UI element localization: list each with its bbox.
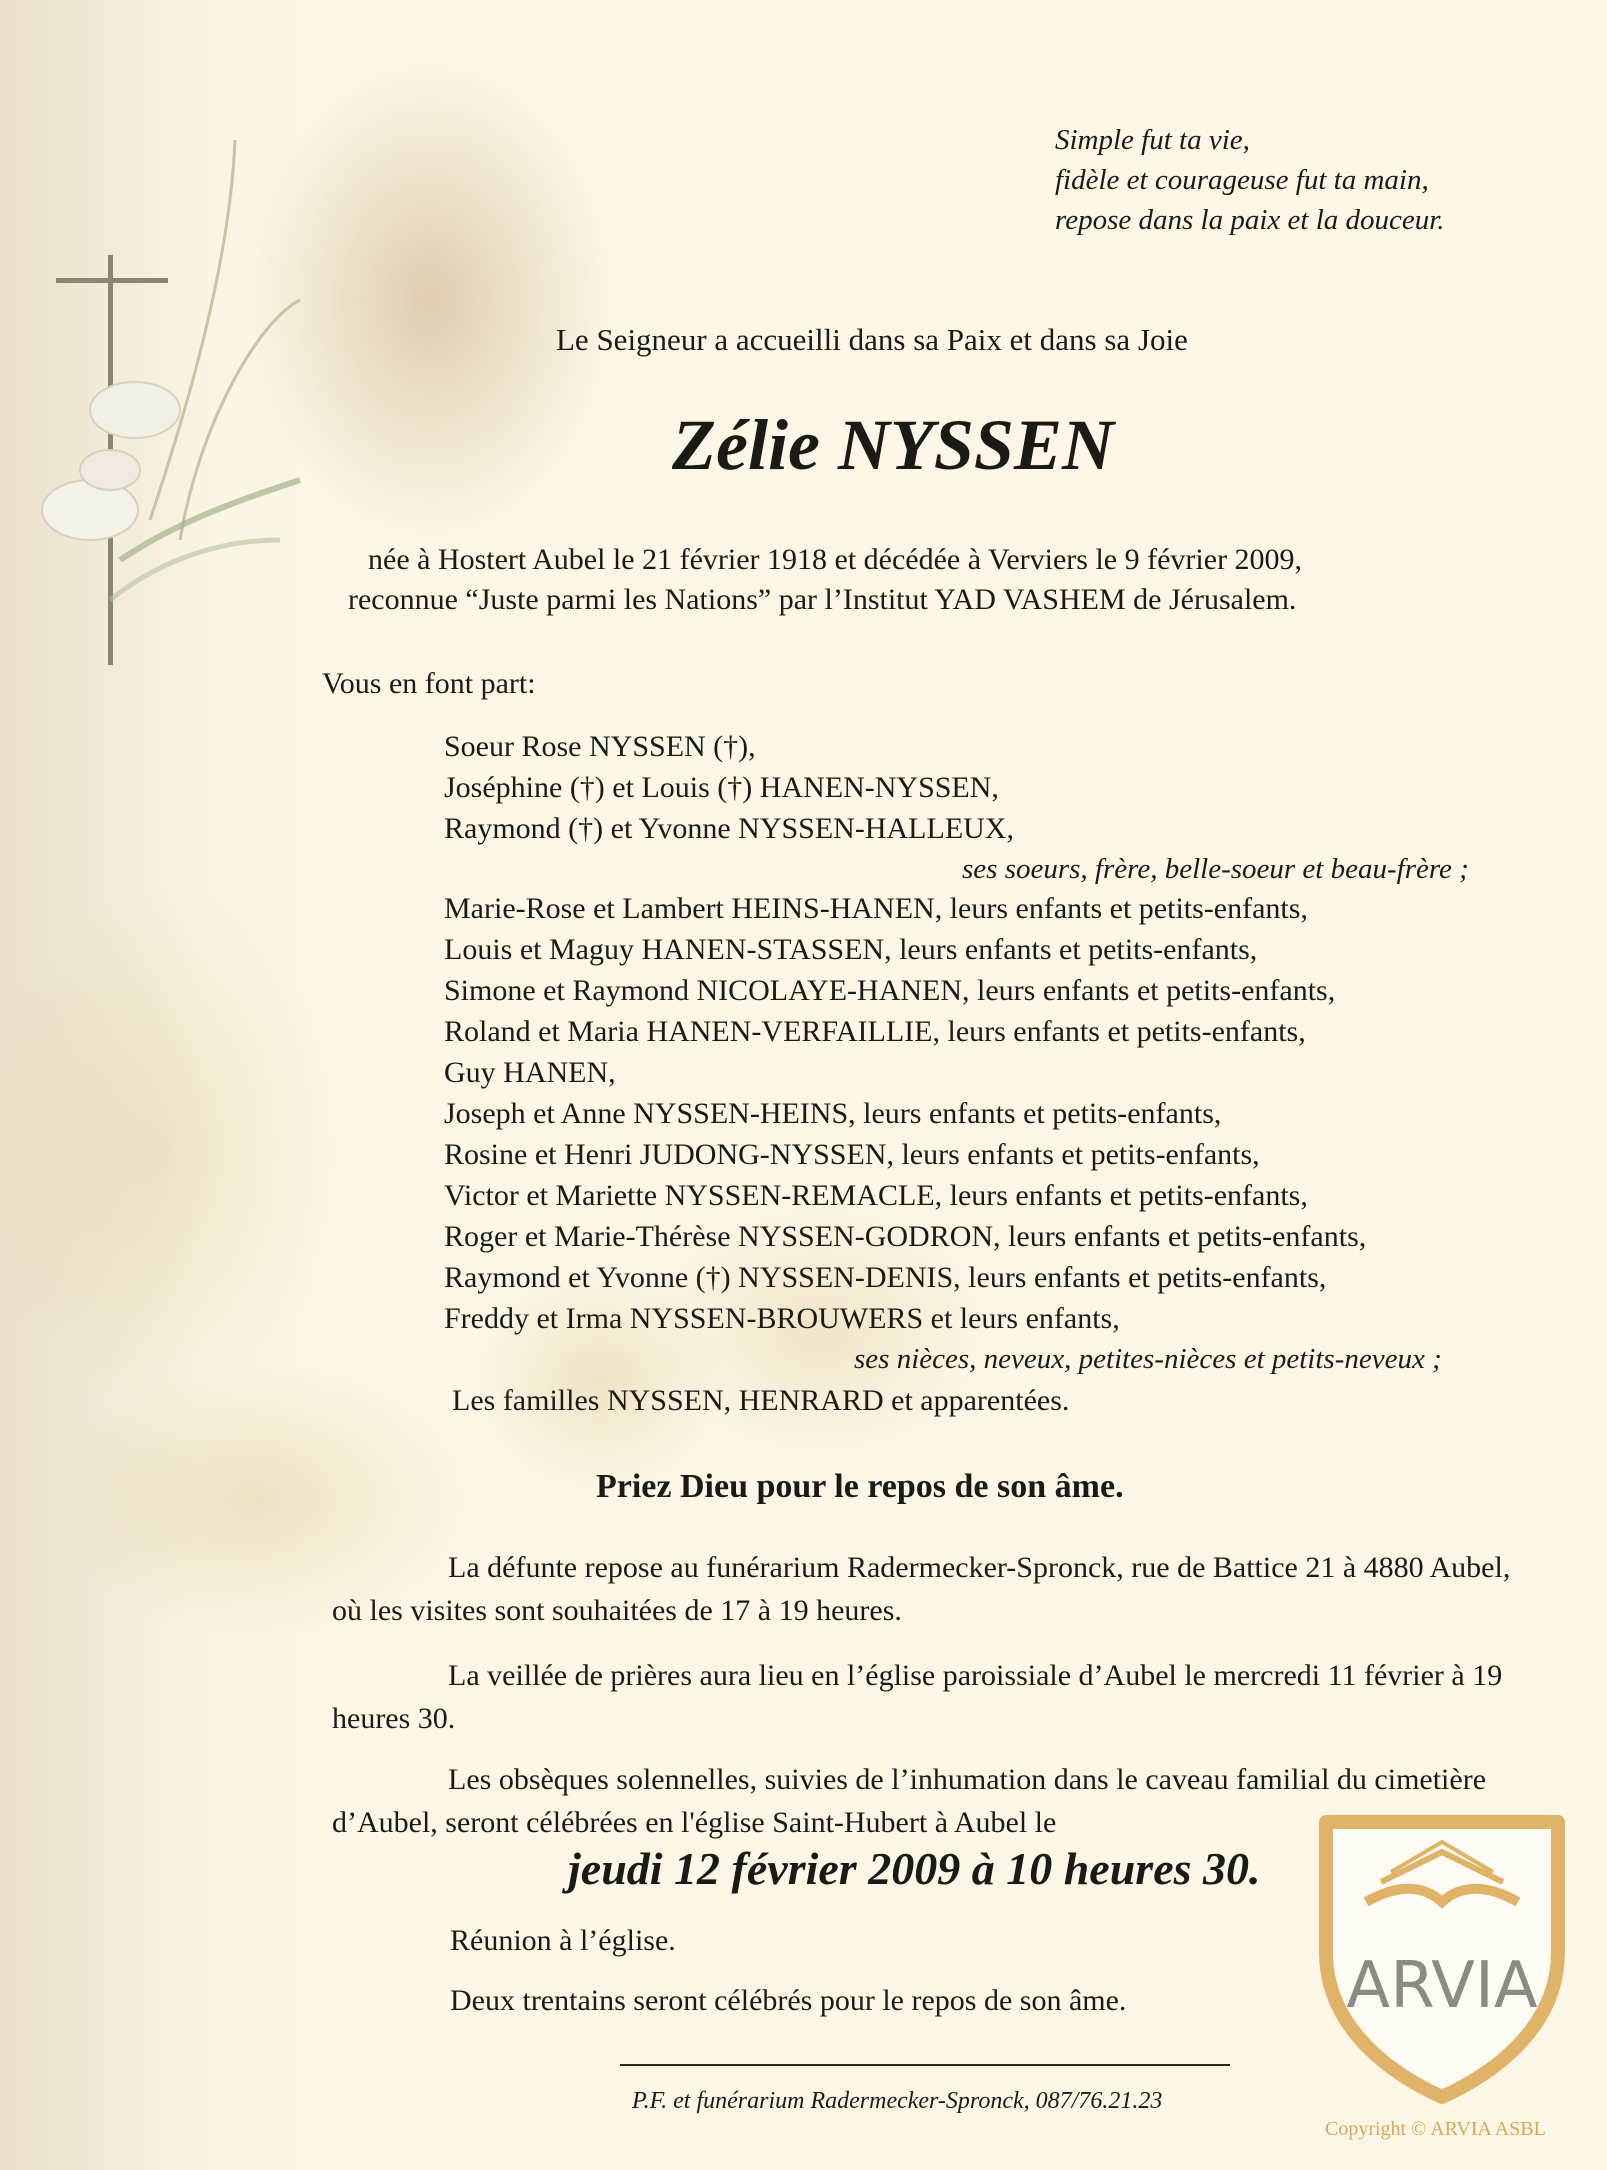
family-line: Rosine et Henri JUDONG-NYSSEN, leurs enfants et petits-enfants, (444, 1138, 1260, 1171)
paragraph-text: La défunte repose au funérarium Radermecker-Spronck, rue de Battice 21 à 4880 Aubel, où les visites sont souhaitées de 17 à 19 heures. (332, 1551, 1511, 1627)
family-line: Victor et Mariette NYSSEN-REMACLE, leurs enfants et petits-enfants, (444, 1179, 1308, 1212)
paragraph-text: La veillée de prières aura lieu en l’église paroissiale d’Aubel le mercredi 11 février à 19 heures 30. (332, 1659, 1503, 1735)
reunion-text: Réunion à l’église. (450, 1924, 676, 1957)
family-line: Roger et Marie-Thérèse NYSSEN-GODRON, leurs enfants et petits-enfants, (444, 1220, 1367, 1253)
paragraph-veillee (332, 1654, 1528, 1740)
deceased-name: Zélie NYSSEN (672, 405, 1114, 485)
footer-divider (620, 2064, 1230, 2066)
paragraph-text: Les obsèques solennelles, suivies de l’inhumation dans le caveau familial du cimetière d’Aubel, seront célébrées en l'église Saint-Hubert à Aubel le (332, 1763, 1487, 1839)
family-line: Roland et Maria HANEN-VERFAILLIE, leurs enfants et petits-enfants, (444, 1015, 1306, 1048)
family-line: Joséphine (†) et Louis (†) HANEN-NYSSEN, (444, 771, 999, 804)
poem-line: Simple fut ta vie, (1055, 124, 1250, 156)
family-line: Simone et Raymond NICOLAYE-HANEN, leurs enfants et petits-enfants, (444, 974, 1336, 1007)
footer-text: P.F. et funérarium Radermecker-Spronck, 087/76.21.23 (632, 2088, 1163, 2114)
trentains-text: Deux trentains seront célébrés pour le repos de son âme. (450, 1984, 1127, 2017)
family-line: Raymond (†) et Yvonne NYSSEN-HALLEUX, (444, 812, 1014, 845)
family-line: Guy HANEN, (444, 1056, 616, 1089)
logo-text: ARVIA (1346, 1949, 1538, 2023)
arvia-logo (1306, 1802, 1578, 2104)
cross-lily-decoration (0, 0, 340, 700)
family-line: Marie-Rose et Lambert HEINS-HANEN, leurs enfants et petits-enfants, (444, 892, 1308, 925)
intro-text: Le Seigneur a accueilli dans sa Paix et dans sa Joie (556, 322, 1188, 357)
family-line: Les familles NYSSEN, HENRARD et apparentées. (452, 1384, 1070, 1417)
poem (1055, 120, 1445, 240)
family-line: Soeur Rose NYSSEN (†), (444, 730, 756, 763)
family-note: ses nièces, neveux, petites-nièces et petits-neveux ; (854, 1343, 1442, 1375)
prayer-heading: Priez Dieu pour le repos de son âme. (596, 1468, 1124, 1505)
paragraph-funerarium (332, 1546, 1528, 1632)
poem-line: fidèle et courageuse fut ta main, (1055, 164, 1429, 196)
family-note: ses soeurs, frère, belle-soeur et beau-frère ; (962, 853, 1469, 885)
bio-line: reconnue “Juste parmi les Nations” par l’Institut YAD VASHEM de Jérusalem. (348, 583, 1297, 616)
family-line: Freddy et Irma NYSSEN-BROUWERS et leurs enfants, (444, 1302, 1120, 1335)
bio-line: née à Hostert Aubel le 21 février 1918 et décédée à Verviers le 9 février 2009, (368, 543, 1303, 576)
biography (348, 540, 1302, 620)
funeral-date: jeudi 12 février 2009 à 10 heures 30. (568, 1843, 1261, 1894)
vous-en-font-part: Vous en font part: (322, 667, 536, 700)
copyright-text: Copyright © ARVIA ASBL (1325, 2118, 1546, 2140)
family-line: Raymond et Yvonne (†) NYSSEN-DENIS, leurs enfants et petits-enfants, (444, 1261, 1327, 1294)
poem-line: repose dans la paix et la douceur. (1055, 204, 1445, 236)
family-line: Louis et Maguy HANEN-STASSEN, leurs enfants et petits-enfants, (444, 933, 1258, 966)
family-line: Joseph et Anne NYSSEN-HEINS, leurs enfants et petits-enfants, (444, 1097, 1222, 1130)
